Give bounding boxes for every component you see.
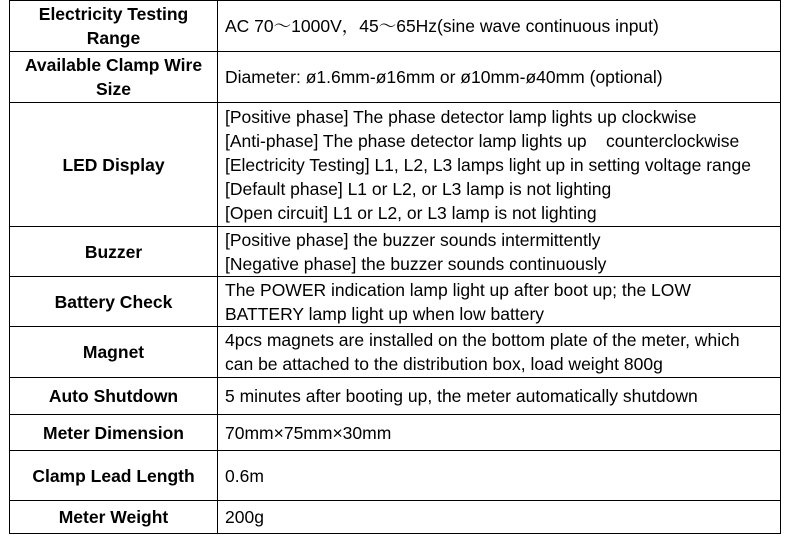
row-label-battery-check: Battery Check: [10, 277, 218, 327]
table-row: [10, 52, 781, 103]
table-row: [10, 327, 781, 378]
row-value-led-display: [Positive phase] The phase detector lamp lights up clockwise [Anti-phase] The phase detector lamp lights up counterclockwise [Electricity Testing] L1, L2, L3 lamps light up in setting voltage range [Default phase] L1 or L2, or L3 lamp is not lighting [Open circuit] L1 or L2, or L3 lamp is not lighting: [218, 103, 781, 227]
row-label-magnet: Magnet: [10, 327, 218, 378]
table-row: [10, 501, 781, 534]
row-label-led-display: LED Display: [10, 103, 218, 227]
table-row: [10, 277, 781, 327]
row-value-buzzer: [Positive phase] the buzzer sounds intermittently [Negative phase] the buzzer sounds continuously: [218, 227, 781, 277]
row-label-meter-dimension: Meter Dimension: [10, 415, 218, 451]
table-row: [10, 227, 781, 277]
table-row: [10, 378, 781, 415]
table-row: [10, 415, 781, 451]
row-value-meter-weight: 200g: [218, 501, 781, 534]
table-row: [10, 103, 781, 227]
row-label-electricity-testing-range: Electricity Testing Range: [10, 1, 218, 52]
row-value-auto-shutdown: 5 minutes after booting up, the meter automatically shutdown: [218, 378, 781, 415]
row-value-magnet: 4pcs magnets are installed on the bottom plate of the meter, which can be attached to the distribution box, load weight 800g: [218, 327, 781, 378]
row-value-battery-check: The POWER indication lamp light up after boot up; the LOW BATTERY lamp light up when low battery: [218, 277, 781, 327]
row-value-meter-dimension: 70mm×75mm×30mm: [218, 415, 781, 451]
table-row: [10, 1, 781, 52]
row-value-clamp-lead-length: 0.6m: [218, 451, 781, 501]
row-value-clamp-wire-size: Diameter: ø1.6mm-ø16mm or ø10mm-ø40mm (optional): [218, 52, 781, 103]
table-row: [10, 451, 781, 501]
row-value-electricity-testing-range: AC 70～1000V，45～65Hz(sine wave continuous input): [218, 1, 781, 52]
row-label-buzzer: Buzzer: [10, 227, 218, 277]
row-label-meter-weight: Meter Weight: [10, 501, 218, 534]
row-label-clamp-lead-length: Clamp Lead Length: [10, 451, 218, 501]
row-label-clamp-wire-size: Available Clamp Wire Size: [10, 52, 218, 103]
spec-table: [9, 0, 781, 534]
row-label-auto-shutdown: Auto Shutdown: [10, 378, 218, 415]
